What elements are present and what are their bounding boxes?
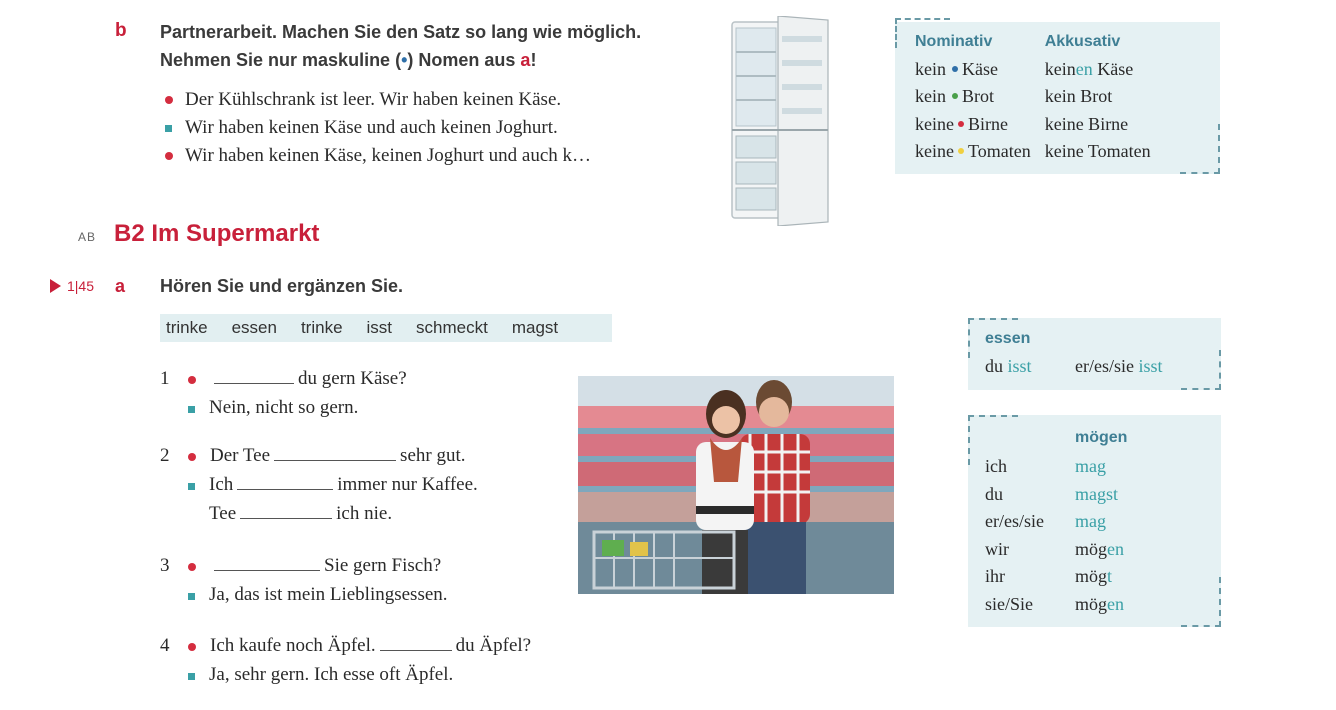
dialogue-line: [165, 114, 591, 142]
exercise-line: [160, 580, 448, 609]
dashed-corner: [1181, 577, 1221, 627]
verb-ending: en: [1107, 538, 1125, 559]
instruction-part: ) Nomen aus: [407, 50, 521, 70]
word-bank-item: trinke: [166, 318, 208, 337]
case-row: [915, 138, 1165, 166]
conj-row: [985, 591, 1124, 619]
exercise-4: [160, 631, 531, 689]
speaker-b-bullet-icon: [188, 673, 195, 680]
exercise-text: Ja, sehr gern. Ich esse oft Äpfel.: [209, 664, 454, 685]
answer-blank[interactable]: [274, 445, 396, 461]
exercise-text: Sie gern Fisch?: [324, 555, 442, 576]
word-bank-item: schmeckt: [416, 318, 488, 337]
speaker-a-bullet-icon: [188, 643, 196, 651]
answer-blank[interactable]: [237, 474, 333, 490]
task-letter-a: a: [115, 276, 126, 296]
dialogue-text: Der Kühlschrank ist leer. Wir haben keinen Käse.: [185, 89, 562, 110]
speaker-b-bullet-icon: [188, 406, 195, 413]
pronoun: ihr: [985, 566, 1005, 586]
exercise-text: ich nie.: [336, 503, 393, 524]
exercise-text: Der Tee: [210, 445, 271, 466]
task-letter-b: b: [115, 20, 127, 41]
verb-stem: mög: [1075, 566, 1108, 586]
speaker-a-bullet-icon: [188, 376, 196, 384]
speaker-b-bullet-icon: [188, 593, 195, 600]
moegen-conjugation: [985, 453, 1124, 618]
verb-stem: mög: [1075, 538, 1108, 559]
exercise-1: [160, 364, 407, 422]
track-number: 1|45: [67, 278, 94, 294]
workbook-reference: AB: [78, 230, 97, 244]
exercise-text: du gern Käse?: [298, 368, 407, 389]
conj-row: [985, 481, 1124, 509]
speaker-a-bullet-icon: [165, 152, 173, 160]
article: kein: [915, 86, 946, 106]
akkusativ-cell: kein Brot: [1044, 86, 1113, 106]
plural-dot-icon: [958, 148, 964, 154]
verb-ending: en: [1107, 593, 1125, 614]
verb-stem: mög: [1075, 593, 1108, 614]
exercise-line: [160, 551, 448, 580]
exercise-number: 2: [160, 445, 170, 466]
akkusativ-cell: [1045, 56, 1165, 84]
article: keine: [915, 113, 954, 134]
article: keine: [915, 141, 954, 161]
nominativ-cell: [915, 56, 1045, 84]
verb-form: mag: [1075, 456, 1106, 476]
exercise-3: [160, 551, 448, 609]
exercise-text: Ich kaufe noch Äpfel.: [210, 635, 376, 656]
nominativ-cell: [915, 83, 1045, 111]
nominativ-cell: [915, 111, 1045, 139]
header-akkusativ: Akkusativ: [1044, 33, 1121, 50]
exercise-line: [160, 441, 478, 470]
fridge-illustration: [728, 16, 832, 226]
header-nominativ: Nominativ: [915, 33, 993, 50]
speaker-a-bullet-icon: [188, 563, 196, 571]
word-bank-item: magst: [511, 318, 559, 337]
noun: Birne: [967, 113, 1008, 134]
case-row: [915, 111, 1165, 139]
answer-blank[interactable]: [214, 555, 320, 571]
dialogue-b: [165, 86, 591, 170]
exercise-number: 3: [160, 555, 170, 576]
answer-blank[interactable]: [240, 503, 332, 519]
noun: Tomaten: [967, 141, 1031, 161]
exercise-line: [160, 393, 407, 422]
essen-grammar-box: [968, 318, 1221, 390]
conj-row: [985, 508, 1124, 536]
exercise-number: 1: [160, 368, 170, 389]
pronoun: du: [985, 483, 1003, 504]
akkusativ-cell: keine Tomaten: [1044, 141, 1151, 161]
neuter-dot-icon: [952, 93, 958, 99]
supermarket-photo: [574, 372, 898, 598]
conj-row: [985, 563, 1124, 591]
dialogue-line: [165, 142, 591, 170]
masculine-dot-icon: [952, 66, 958, 72]
exercise-text: Tee: [209, 503, 237, 524]
noun: Käse: [962, 58, 998, 79]
article: kein: [915, 58, 946, 79]
verb-form: isst: [1138, 356, 1163, 376]
dashed-corner: [1181, 350, 1221, 390]
instruction-line-2: [160, 46, 720, 74]
exercise-number: 4: [160, 635, 170, 656]
dashed-corner: [1180, 124, 1220, 174]
dialogue-text: Wir haben keinen Käse, keinen Joghurt und auch k…: [185, 145, 592, 166]
speaker-b-bullet-icon: [188, 483, 195, 490]
section-title: B2 Im Supermarkt: [114, 220, 320, 247]
instruction-part: Nehmen Sie nur maskuline (: [160, 50, 402, 70]
pronoun: er/es/sie: [1075, 356, 1139, 376]
word-bank-item: trinke: [300, 318, 343, 337]
case-row: [915, 83, 1165, 111]
essen-title: essen: [985, 330, 1031, 347]
moegen-grammar-box: [968, 415, 1221, 627]
instruction-line-1: Partnerarbeit. Machen Sie den Satz so lang wie möglich.: [160, 22, 642, 42]
dialogue-text: Wir haben keinen Käse und auch keinen Joghurt.: [185, 117, 558, 138]
exercise-text: sehr gut.: [400, 445, 466, 466]
moegen-title: mögen: [1075, 429, 1128, 446]
play-icon[interactable]: [50, 279, 61, 293]
akk-text: Käse: [1092, 58, 1134, 79]
audio-track[interactable]: [50, 278, 94, 294]
verb-form: isst: [1007, 356, 1032, 376]
verb-ending: t: [1107, 566, 1113, 586]
akk-ending: en: [1075, 58, 1093, 79]
word-bank-item: isst: [366, 318, 393, 337]
case-table: [915, 28, 1165, 166]
exercise-line: [160, 631, 531, 660]
pronoun: wir: [985, 538, 1009, 559]
exercise-text: Ich: [209, 474, 234, 495]
speaker-a-bullet-icon: [188, 453, 196, 461]
verb-form: mag: [1075, 511, 1106, 531]
exercise-text: Nein, nicht so gern.: [209, 397, 359, 418]
exercise-line: [160, 660, 531, 689]
word-bank: [160, 314, 612, 342]
pronoun: du: [985, 356, 1008, 376]
essen-er: [1075, 356, 1163, 377]
exercise-line: [160, 470, 478, 499]
essen-du: [985, 356, 1032, 377]
conj-row: [985, 453, 1124, 481]
akk-text: kein: [1044, 58, 1076, 79]
case-row: [915, 56, 1165, 84]
dialogue-line: [165, 86, 591, 114]
instruction-part: !: [530, 50, 537, 70]
exercise-text: Ja, das ist mein Lieblingsessen.: [209, 584, 448, 605]
exercise-line: [160, 499, 478, 528]
instruction-ref-a: a: [520, 50, 531, 70]
noun: Brot: [962, 86, 995, 106]
exercise-2: [160, 441, 478, 528]
feminine-dot-icon: [958, 121, 964, 127]
pronoun: ich: [985, 456, 1007, 476]
word-bank-item: essen: [231, 318, 277, 337]
conj-row: [985, 536, 1124, 564]
akkusativ-cell: keine Birne: [1044, 113, 1129, 134]
pronoun: sie/Sie: [985, 593, 1033, 614]
task-b-instruction: [160, 18, 720, 74]
task-a-instruction: Hören Sie und ergänzen Sie.: [160, 276, 404, 296]
answer-blank[interactable]: [214, 368, 294, 384]
case-table-header: [915, 28, 1165, 56]
nominativ-cell: [915, 138, 1045, 166]
exercise-line: [160, 364, 407, 393]
speaker-b-bullet-icon: [165, 125, 172, 132]
answer-blank[interactable]: [380, 635, 452, 651]
exercise-text: du Äpfel?: [455, 635, 532, 656]
masculine-dot-icon: •: [401, 50, 408, 70]
exercise-text: immer nur Kaffee.: [337, 474, 478, 495]
speaker-a-bullet-icon: [165, 96, 173, 104]
verb-form: magst: [1075, 483, 1118, 504]
pronoun: er/es/sie: [985, 511, 1044, 531]
